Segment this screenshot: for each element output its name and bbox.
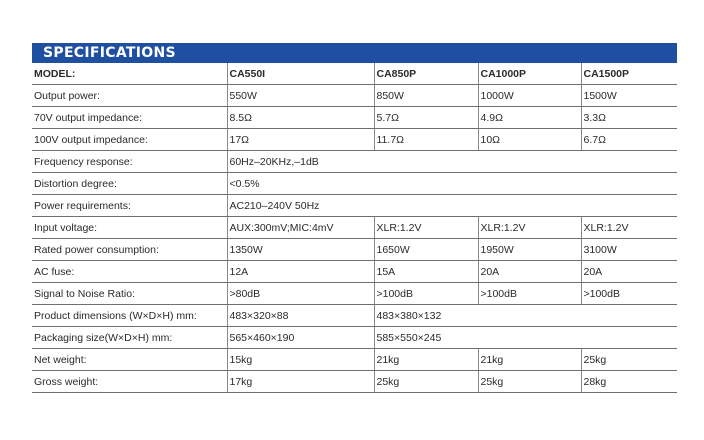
spec-value: 483×380×132 xyxy=(374,305,677,327)
spec-row xyxy=(32,261,677,283)
spec-label: Frequency response: xyxy=(32,151,227,173)
spec-value: 15A xyxy=(374,261,478,283)
spec-label: Input voltage: xyxy=(32,217,227,239)
spec-value: 15kg xyxy=(227,349,374,371)
spec-value: 565×460×190 xyxy=(227,327,374,349)
spec-row xyxy=(32,129,677,151)
spec-label: 70V output impedance: xyxy=(32,107,227,129)
spec-value: XLR:1.2V xyxy=(374,217,478,239)
spec-value: 4.9Ω xyxy=(478,107,581,129)
spec-value: 10Ω xyxy=(478,129,581,151)
spec-value: 483×320×88 xyxy=(227,305,374,327)
spec-value: 3100W xyxy=(581,239,677,261)
spec-value: 850W xyxy=(374,85,478,107)
spec-value: 21kg xyxy=(374,349,478,371)
spec-value: 25kg xyxy=(374,371,478,393)
spec-label: Rated power consumption: xyxy=(32,239,227,261)
spec-value: 8.5Ω xyxy=(227,107,374,129)
spec-row xyxy=(32,107,677,129)
header-cell-ca1000p: CA1000P xyxy=(478,63,581,85)
spec-value: 17kg xyxy=(227,371,374,393)
header-cell-label: MODEL: xyxy=(32,63,227,85)
spec-value: 1950W xyxy=(478,239,581,261)
spec-row xyxy=(32,151,677,173)
spec-value: >80dB xyxy=(227,283,374,305)
spec-value: 1350W xyxy=(227,239,374,261)
spec-value: 25kg xyxy=(478,371,581,393)
spec-value: >100dB xyxy=(374,283,478,305)
spec-value: >100dB xyxy=(581,283,677,305)
spec-label: 100V output impedance: xyxy=(32,129,227,151)
specifications-banner: SPECIFICATIONS xyxy=(32,43,677,63)
spec-value: 60Hz–20KHz,–1dB xyxy=(227,151,677,173)
spec-value: 550W xyxy=(227,85,374,107)
spec-value: 3.3Ω xyxy=(581,107,677,129)
model-header-row xyxy=(32,63,677,85)
spec-value: XLR:1.2V xyxy=(478,217,581,239)
spec-value: 28kg xyxy=(581,371,677,393)
spec-label: Packaging size(W×D×H) mm: xyxy=(32,327,227,349)
spec-row xyxy=(32,85,677,107)
spec-label: Distortion degree: xyxy=(32,173,227,195)
spec-value: 20A xyxy=(478,261,581,283)
spec-value: 17Ω xyxy=(227,129,374,151)
header-cell-ca1500p: CA1500P xyxy=(581,63,677,85)
spec-label: AC fuse: xyxy=(32,261,227,283)
spec-row xyxy=(32,173,677,195)
spec-row xyxy=(32,195,677,217)
spec-value: 5.7Ω xyxy=(374,107,478,129)
spec-value: AUX:300mV;MIC:4mV xyxy=(227,217,374,239)
spec-row xyxy=(32,283,677,305)
spec-value: <0.5% xyxy=(227,173,677,195)
spec-value: >100dB xyxy=(478,283,581,305)
spec-value: 21kg xyxy=(478,349,581,371)
spec-row xyxy=(32,239,677,261)
spec-row xyxy=(32,371,677,393)
spec-value: 11.7Ω xyxy=(374,129,478,151)
spec-label: Gross weight: xyxy=(32,371,227,393)
specifications-table xyxy=(32,63,677,393)
spec-label: Output power: xyxy=(32,85,227,107)
spec-value: AC210–240V 50Hz xyxy=(227,195,677,217)
spec-label: Signal to Noise Ratio: xyxy=(32,283,227,305)
spec-value: 1000W xyxy=(478,85,581,107)
spec-row xyxy=(32,305,677,327)
spec-value: 6.7Ω xyxy=(581,129,677,151)
header-cell-ca850p: CA850P xyxy=(374,63,478,85)
spec-label: Power requirements: xyxy=(32,195,227,217)
spec-value: 1650W xyxy=(374,239,478,261)
specifications-sheet xyxy=(32,43,677,393)
spec-label: Net weight: xyxy=(32,349,227,371)
header-cell-ca550i: CA550I xyxy=(227,63,374,85)
spec-row xyxy=(32,217,677,239)
spec-value: 20A xyxy=(581,261,677,283)
spec-value: 25kg xyxy=(581,349,677,371)
spec-value: 1500W xyxy=(581,85,677,107)
spec-value: XLR:1.2V xyxy=(581,217,677,239)
spec-label: Product dimensions (W×D×H) mm: xyxy=(32,305,227,327)
spec-row xyxy=(32,349,677,371)
spec-value: 585×550×245 xyxy=(374,327,677,349)
spec-row xyxy=(32,327,677,349)
spec-value: 12A xyxy=(227,261,374,283)
